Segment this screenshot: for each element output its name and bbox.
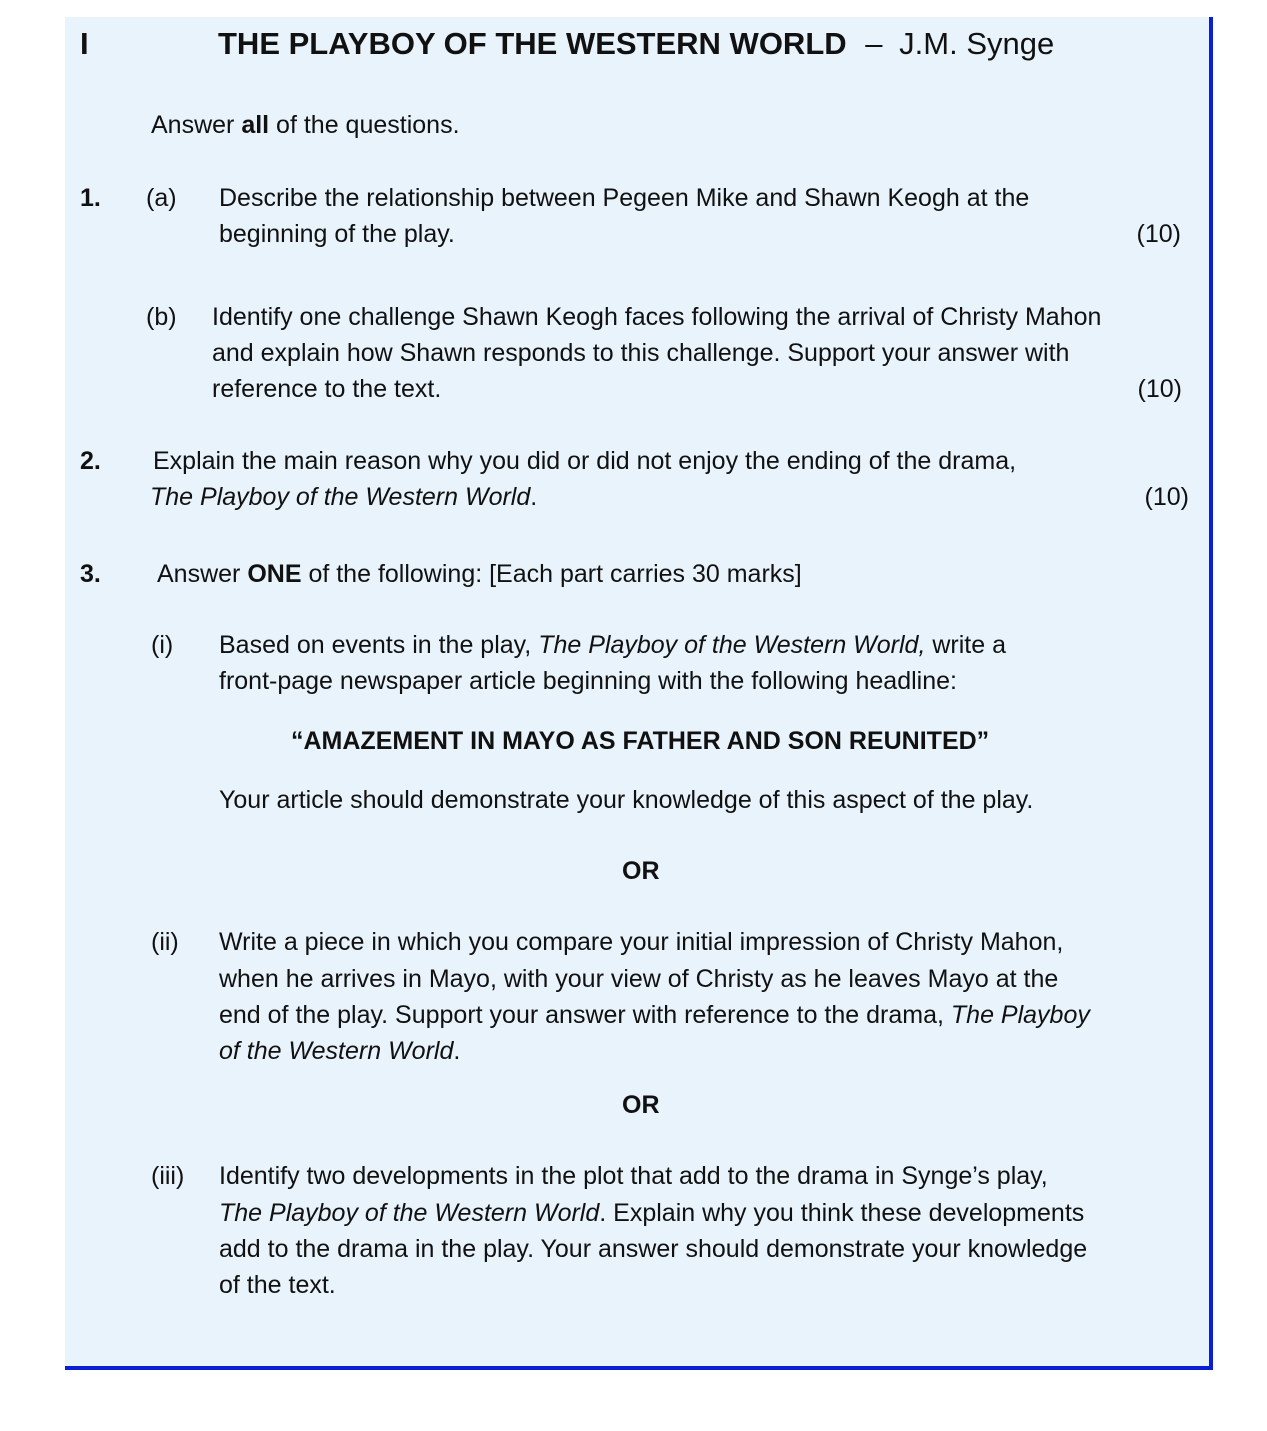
option-label: (iii)	[151, 1162, 185, 1190]
author-name: J.M. Synge	[899, 26, 1055, 61]
q3-intro-pre: Answer	[157, 560, 248, 588]
newspaper-headline: “AMAZEMENT IN MAYO AS FATHER AND SON REUNITED”	[291, 727, 990, 755]
marks-label: (10)	[1137, 375, 1182, 403]
q3-intro-post: of the following: [Each part carries 30 marks]	[301, 560, 802, 588]
q3i-line-1-pre: Based on events in the play,	[219, 631, 539, 659]
q1b-line-1: Identify one challenge Shawn Keogh faces following the arrival of Christy Mahon	[212, 303, 1102, 331]
play-title: THE PLAYBOY OF THE WESTERN WORLD	[218, 26, 847, 61]
q1b-line-2: and explain how Shawn responds to this challenge. Support your answer with	[212, 339, 1070, 367]
instruction-post: of the questions.	[269, 111, 460, 139]
subquestion-label: (a)	[146, 184, 177, 212]
q1a-line-1: Describe the relationship between Pegeen Mike and Shawn Keogh at the	[219, 184, 1030, 212]
play-title-italic: The Playboy of the Western World,	[538, 631, 926, 659]
section-numeral: I	[80, 26, 89, 61]
subquestion-label: (b)	[146, 303, 177, 331]
q3ii-line-3-pre: end of the play. Support your answer with reference to the drama,	[219, 1001, 951, 1029]
q1a-line-2: beginning of the play.	[219, 220, 455, 248]
q3i-followup: Your article should demonstrate your knowledge of this aspect of the play.	[219, 786, 1034, 814]
q3i-line-2: front-page newspaper article beginning with the following headline:	[219, 667, 957, 695]
instruction-bold: all	[241, 111, 270, 139]
question-number: 1.	[80, 184, 101, 212]
q3iii-line-2-post: . Explain why you think these developments	[599, 1199, 1085, 1227]
q3iii-line-3: add to the drama in the play. Your answer should demonstrate your knowledge	[219, 1235, 1088, 1263]
q3i-line-1	[219, 627, 1006, 663]
option-label: (i)	[151, 631, 174, 659]
q1b-line-3: reference to the text.	[212, 375, 442, 403]
q3iii-line-1: Identify two developments in the plot that add to the drama in Synge’s play,	[219, 1162, 1048, 1190]
option-label: (ii)	[151, 928, 179, 956]
punctuation: .	[453, 1037, 461, 1065]
question-number: 3.	[80, 560, 101, 588]
punctuation: .	[530, 483, 538, 511]
q2-line-2	[150, 479, 537, 515]
or-separator: OR	[622, 1091, 660, 1119]
marks-label: (10)	[1136, 220, 1181, 248]
q3ii-line-3	[219, 997, 1090, 1033]
q3iii-line-4: of the text.	[219, 1271, 336, 1299]
q3-intro	[157, 556, 802, 592]
q3iii-line-2	[219, 1195, 1084, 1231]
instruction-text	[151, 107, 460, 143]
or-separator: OR	[622, 857, 660, 885]
play-title-italic: of the Western World	[219, 1037, 454, 1065]
q3i-line-1-post: write a	[925, 631, 1007, 659]
q3-intro-bold: ONE	[247, 560, 302, 588]
heading-dash: –	[865, 26, 883, 61]
section-heading	[218, 25, 1054, 63]
q3ii-line-1: Write a piece in which you compare your initial impression of Christy Mahon,	[219, 928, 1064, 956]
play-title-italic: The Playboy of the Western World	[150, 483, 531, 511]
q3ii-line-4	[219, 1033, 460, 1069]
instruction-pre: Answer	[151, 111, 242, 139]
q3ii-line-2: when he arrives in Mayo, with your view of Christy as he leaves Mayo at the	[219, 965, 1059, 993]
question-number: 2.	[80, 447, 101, 475]
marks-label: (10)	[1144, 483, 1189, 511]
q2-line-1: Explain the main reason why you did or did not enjoy the ending of the drama,	[153, 447, 1017, 475]
play-title-italic: The Playboy	[950, 1001, 1090, 1029]
play-title-italic: The Playboy of the Western World	[219, 1199, 600, 1227]
